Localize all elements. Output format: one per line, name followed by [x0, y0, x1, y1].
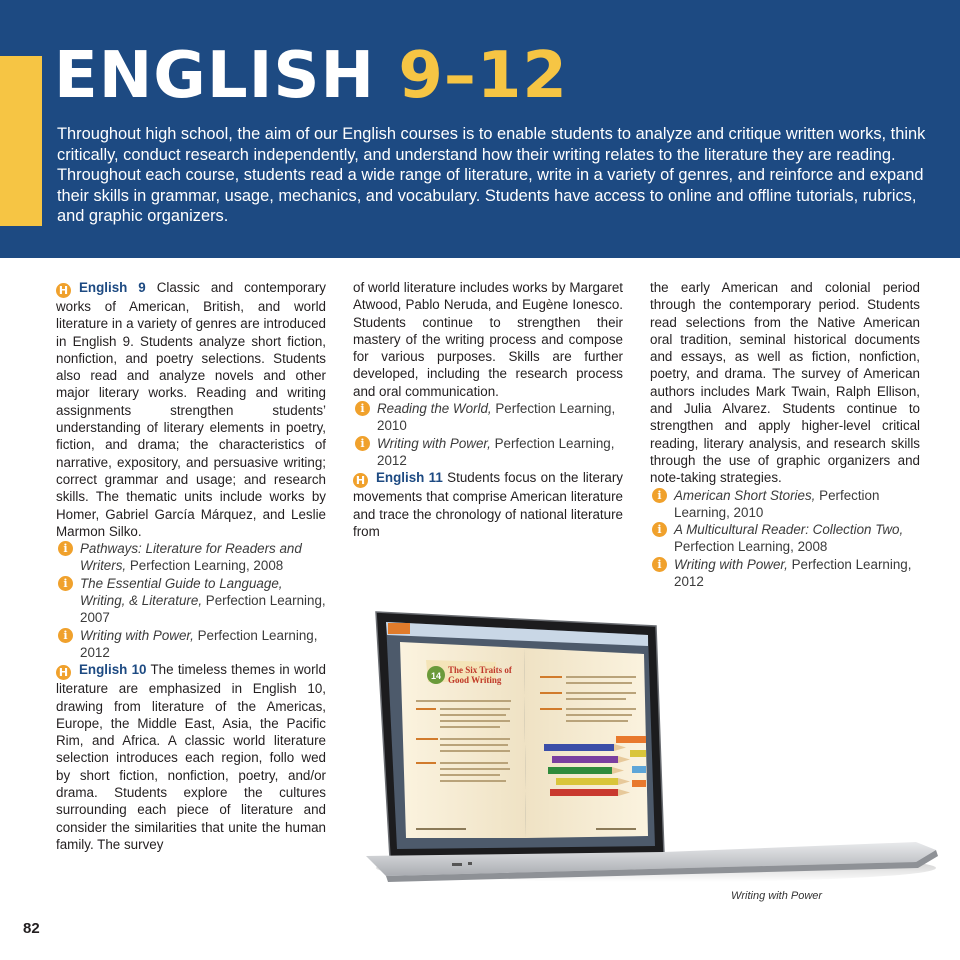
resource-publisher: Perfection Learning, 2010: [674, 487, 880, 520]
course-description-continued: of world literature includes works by Margaret Atwood, Pablo Neruda, and Eugène Ionesco. Students continue to strengthen their mastery of the writing process and compose for various purposes. Skills are further developed, including the research process and oral communication.: [353, 280, 623, 399]
image-caption: Writing with Power: [731, 890, 823, 902]
pencil: [616, 736, 646, 743]
column-1: [56, 279, 326, 853]
course-badge-icon: H: [56, 665, 71, 680]
info-icon: i: [58, 576, 73, 591]
screen-text-block: [416, 828, 466, 830]
accent-bar: [0, 56, 42, 226]
screen-text-block: [440, 720, 510, 722]
course-description: The timeless themes in world literature are emphasized in English 10, drawing from literature of the Americas, Europe, the Middle East, Asia, the Pacific Rim, and Africa. A classic world literature selection introduces each region, follo wed by short fiction, nonfiction, poetry, and/or drama. Students explore the cultures surrounding each piece of literature and consider the similarities that unite the human family. The survey: [56, 662, 326, 852]
pencil: [556, 778, 618, 785]
screen-text-block: [440, 744, 508, 746]
course-badge-icon: H: [353, 473, 368, 488]
info-icon: i: [58, 541, 73, 556]
resource-publisher: Perfection Learning, 2007: [80, 593, 326, 626]
screen-text-block: [440, 768, 510, 770]
screen-text-block: [540, 708, 562, 710]
course-title: English 9: [79, 280, 146, 295]
resource-title: American Short Stories,: [674, 487, 816, 503]
screen-text-block: [440, 780, 506, 782]
screen-text-block: [440, 774, 500, 776]
screen-text-block: [416, 762, 436, 764]
screen-text-block: [440, 738, 510, 740]
info-icon: i: [58, 628, 73, 643]
resource-item: [56, 627, 326, 662]
column-2: [353, 279, 623, 540]
intro-paragraph: Throughout high school, the aim of our English courses is to enable students to analyze and critique written works, think critically, conduct research independently, and understand how their writing relates to the literature they are reading. Throughout each course, students read a wide range of literature, write in a variety of genres, and reinforce and expand their skills in grammar, usage, mechanics, and vocabulary. Students have access to online and offline tutorials, rubrics, and graphic organizers.: [57, 125, 926, 225]
page-number: 82: [23, 920, 40, 937]
course-english-11: [353, 469, 623, 540]
pencil: [632, 780, 646, 787]
resource-item: [353, 435, 623, 470]
resource-item: [56, 575, 326, 627]
info-icon: i: [355, 401, 370, 416]
chapter-title-line-2: Good Writing: [448, 675, 502, 685]
course-description: Students focus on the literary movements that comprise American literature and trace the chronology of national literature from: [353, 470, 623, 539]
screen-text-block: [596, 828, 636, 830]
course-description-continued: the early American and colonial period through the contemporary period. Students read selections from the Native American oral tradition, seminal historical documents and essays, as well as fiction, nonfiction, poetry, and drama. The survey of American authors includes Mark Twain, Ralph Ellison, and Julia Alvarez. Students continue to strengthen and apply higher-level critical reading, literary analysis, and research skills through the use of graphic organizers and note-taking strategies.: [650, 280, 920, 486]
pencil: [548, 767, 612, 774]
screen-text-block: [566, 682, 632, 684]
laptop-port: [468, 862, 472, 865]
info-icon: i: [652, 557, 667, 572]
screen-text-block: [540, 692, 562, 694]
resource-publisher: Perfection Learning, 2012: [80, 627, 318, 660]
screen-text-block: [566, 714, 632, 716]
screen-text-block: [440, 762, 508, 764]
resource-item: [650, 487, 920, 522]
pencil: [632, 766, 646, 773]
chapter-number: 14: [430, 671, 442, 681]
info-icon: i: [652, 522, 667, 537]
resource-publisher: Perfection Learning, 2008: [129, 558, 284, 574]
laptop-port: [452, 863, 462, 866]
resource-title: The Essential Guide to Language, Writing, & Literature,: [80, 575, 283, 609]
pencil: [630, 750, 646, 757]
title-subject: ENGLISH: [54, 39, 376, 113]
resource-publisher: Perfection Learning, 2012: [674, 556, 912, 590]
page-title: [54, 39, 568, 113]
resource-title: A Multicultural Reader: Collection Two,: [674, 522, 904, 538]
screen-text-block: [440, 726, 500, 728]
info-icon: i: [355, 436, 370, 451]
resource-item: [650, 556, 920, 591]
title-grades: 9–12: [398, 39, 568, 113]
resource-title: Writing with Power,: [80, 627, 194, 643]
course-description: Classic and contemporary works of American, British, and world literature in a variety of genres are introduced in English 9. Students analyze short fiction, nonfiction, and poetry selections. Students also read and analyze novels and other major literary works. Reading and writing assignments strengthen students’ understanding of literary elements in poetry, fiction, and drama; the characteristics of narrative, expository, and persuasive writing; correct grammar and usage; and research skills. The thematic units include works by Homer, Gabriel García Márquez, and Leslie Marmon Silko.: [56, 280, 326, 539]
info-icon: i: [652, 488, 667, 503]
resource-publisher: Perfection Learning, 2010: [377, 401, 616, 434]
course-badge-icon: H: [56, 283, 71, 298]
column-3: [650, 279, 920, 590]
resource-item: [56, 540, 326, 575]
page-header: [0, 0, 960, 258]
screen-text-block: [566, 676, 636, 678]
resource-title: Pathways: Literature for Readers and Writers,: [80, 541, 302, 574]
resource-publisher: Perfection Learning, 2008: [674, 539, 828, 555]
screen-text-block: [566, 692, 636, 694]
resource-title: Writing with Power,: [377, 435, 491, 451]
resource-item: [650, 521, 920, 556]
resource-title: Writing with Power,: [674, 556, 788, 572]
screen-text-block: [416, 700, 511, 702]
pencil: [552, 756, 618, 763]
course-english-9: [56, 279, 326, 540]
screen-text-block: [566, 708, 636, 710]
screen-text-block: [566, 720, 628, 722]
laptop-illustration: [356, 600, 950, 890]
screen-text-block: [440, 750, 510, 752]
resource-publisher: Perfection Learning, 2012: [377, 435, 615, 468]
pencil: [544, 744, 614, 751]
screen-text-block: [440, 708, 510, 710]
course-title: English 10: [79, 662, 147, 678]
resource-item: [353, 400, 623, 435]
screen-text-block: [416, 738, 438, 740]
pencil: [550, 789, 618, 796]
app-logo: [388, 623, 410, 634]
screen-text-block: [440, 714, 506, 716]
course-english-10: [56, 661, 326, 853]
chapter-title-line-1: The Six Traits of: [448, 665, 512, 675]
screen-text-block: [416, 708, 436, 710]
course-title: English 11: [376, 470, 443, 486]
screen-text-block: [540, 676, 562, 678]
screen-text-block: [566, 698, 626, 700]
resource-title: Reading the World,: [377, 401, 492, 417]
